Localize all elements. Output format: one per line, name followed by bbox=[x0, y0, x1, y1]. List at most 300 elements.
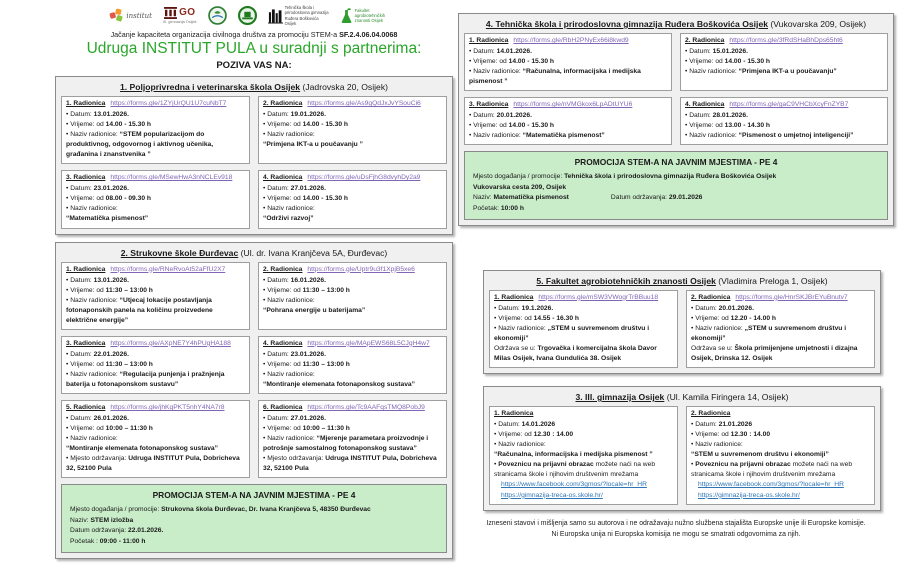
field-label: Vrijeme: od bbox=[689, 122, 723, 130]
workshop-label: 4. Radionica bbox=[685, 101, 725, 109]
field-value: 14.00 - 15.30 h bbox=[508, 58, 554, 66]
field-label: Naziv radionice: bbox=[267, 370, 315, 378]
field-label: Naziv radionice: bbox=[695, 441, 743, 449]
field-value: “Računalna, informacijska i medijska pismenost ” bbox=[494, 451, 653, 459]
field-value: Škola primijenjene umjetnosti i dizajna Osijek, Drinska 12. Osijek bbox=[691, 344, 858, 363]
workshop-card bbox=[61, 262, 250, 330]
promo-name-date-row bbox=[473, 193, 879, 204]
field-label: Održava se u: bbox=[494, 344, 536, 352]
towers-icon bbox=[268, 8, 283, 24]
field-label: Vrijeme: od bbox=[267, 286, 301, 294]
workshop-date-line bbox=[263, 350, 442, 360]
section-title: 3. III. gimnazija Osijek bbox=[575, 392, 665, 403]
field-label: Naziv radionice: bbox=[70, 205, 118, 213]
field-label: Vrijeme: od bbox=[695, 431, 729, 439]
field-value: “Montiranje elemenata fotonaponskog sustava” bbox=[66, 445, 218, 453]
eu-disclaimer bbox=[458, 519, 894, 540]
field-value: “STEM u suvremenom društvu i ekonomiji” bbox=[691, 451, 829, 459]
promo-name-line bbox=[70, 516, 438, 527]
go-logo-text: GO bbox=[179, 7, 196, 19]
field-value: 21.01.2026 bbox=[718, 421, 753, 429]
workshop-label: 1. Radionica bbox=[469, 37, 509, 44]
promo-date-line bbox=[70, 526, 438, 537]
workshop-label: 2. Radionica bbox=[691, 410, 731, 418]
field-value: 10:00 – 11:30 h bbox=[302, 425, 350, 433]
workshop-time-line bbox=[263, 194, 442, 204]
promo-place-line-2 bbox=[473, 183, 879, 194]
field-label: Datum: bbox=[695, 421, 717, 429]
workshop-venue-line bbox=[263, 454, 442, 474]
section-address: (Vukovarska 209, Osijek) bbox=[770, 19, 867, 29]
field-label: Vrijeme: od bbox=[267, 360, 301, 368]
field-value: “Matematička pismenost” bbox=[522, 132, 605, 140]
workshop-grid bbox=[489, 290, 875, 368]
promo-box-tehnicka bbox=[464, 151, 888, 219]
field-value: “Primjena IKT-a u poučavanju ” bbox=[263, 141, 363, 149]
field-value: 19.01.2026. bbox=[290, 111, 326, 119]
promo-box-durdevac bbox=[61, 484, 447, 552]
field-label: Vrijeme: od bbox=[70, 286, 104, 294]
field-value: 23.01.2026. bbox=[93, 185, 129, 193]
workshop-card bbox=[686, 290, 875, 368]
workshop-time-line bbox=[691, 314, 870, 324]
field-label: Naziv radionice: bbox=[498, 441, 546, 449]
field-value: 10:00 h bbox=[500, 205, 524, 213]
field-label: Vrijeme: od bbox=[498, 431, 532, 439]
workshop-form-link[interactable]: https://forms.gle/1ZYjUrQU1U7cuNbT7 bbox=[110, 100, 227, 107]
field-value: “STEM popularizacijom do produktivnog, odgovornog i aktivnog učenika, građanina i znanstvenika ” bbox=[66, 131, 214, 159]
field-label: Datum: bbox=[695, 304, 717, 312]
workshop-name-line bbox=[691, 440, 870, 460]
column-icon bbox=[164, 7, 177, 19]
field-value: 20.01.2026. bbox=[718, 304, 754, 312]
workshop-name-line bbox=[66, 434, 245, 454]
field-value: 22.01.2026. bbox=[128, 527, 164, 535]
promo-title: PROMOCIJA STEM-A NA JAVNIM MJESTIMA - PE 4 bbox=[574, 157, 778, 168]
project-text: Jačanje kapaciteta organizacija civilnoga društva za promociju STEM-a bbox=[110, 30, 338, 39]
promo-start-line bbox=[70, 537, 438, 548]
section-iii-gimnazija bbox=[483, 386, 881, 511]
workshop-time-line bbox=[263, 286, 442, 296]
workshop-name-line bbox=[263, 296, 442, 316]
partner-logos bbox=[55, 2, 453, 29]
workshop-time-line bbox=[66, 360, 245, 370]
workshop-time-line bbox=[691, 430, 870, 440]
field-value: 12.30 : 14.00 bbox=[730, 431, 771, 439]
workshop-card bbox=[61, 336, 250, 394]
workshop-name-line bbox=[469, 131, 667, 141]
workshop-date-line bbox=[494, 304, 673, 314]
workshop-card bbox=[680, 97, 888, 145]
disclaimer-line-1: Izneseni stavovi i mišljenja samo su autorova i ne odražavaju nužno službena stajališta Europske unije ili Europske komisije. bbox=[486, 520, 866, 528]
workshop-date-line bbox=[691, 304, 870, 314]
workshop-time-line bbox=[685, 121, 883, 131]
field-value: 11:30 – 13:00 h bbox=[302, 360, 350, 368]
field-value: Udruga INSTITUT Pula, Dobricheva 32, 52100 Pula bbox=[263, 455, 437, 473]
workshop-name-line bbox=[263, 370, 442, 390]
field-value: STEM izložba bbox=[90, 516, 134, 524]
workshop-card bbox=[258, 96, 447, 164]
project-line bbox=[55, 30, 453, 39]
field-label: Mjesto događanja / promocije: bbox=[473, 172, 563, 180]
field-label: Poveznicu na prijavni obrazac bbox=[695, 461, 791, 469]
school-website-link[interactable]: https://gimnazija-treca-os.skole.hr/ bbox=[501, 491, 603, 499]
field-value: Trgovačka i komercijalna škola Davor Milas Osijek, Ivana Gundulića 38. Osijek bbox=[494, 344, 657, 363]
workshop-time-line bbox=[469, 121, 667, 131]
field-value: 26.01.2026. bbox=[93, 415, 129, 423]
field-label: Datum: bbox=[473, 112, 495, 120]
workshop-card bbox=[686, 406, 875, 505]
field-value: 14.00 - 15.30 h bbox=[105, 121, 151, 129]
field-label: Naziv radionice: bbox=[473, 132, 521, 140]
workshop-label: 5. Radionica bbox=[66, 404, 106, 412]
workshop-time-line bbox=[263, 360, 442, 370]
workshop-card bbox=[61, 170, 250, 228]
field-label: Poveznicu na prijavni obrazac bbox=[498, 461, 594, 469]
field-value: 20.01.2026. bbox=[496, 112, 532, 120]
section-header bbox=[61, 248, 447, 258]
workshop-form-link[interactable]: https://forms.gle/Tc9AAFqsTMQ8PobJ9 bbox=[307, 404, 425, 412]
workshop-grid bbox=[489, 406, 875, 505]
promo-date-line bbox=[611, 193, 702, 204]
tehnicka-logo-caption: Tehnička škola i prirodoslovna gimnazija Ruđera Boškovića Osijek bbox=[284, 5, 329, 26]
section-address: (Ul. dr. Ivana Kranjčeva 5A, Đurđevac) bbox=[240, 247, 388, 258]
field-value: 14.00 - 15.30 h bbox=[302, 195, 348, 203]
workshop-time-line bbox=[494, 430, 673, 440]
section-address: (Ul. Kamila Firingera 14, Osijek) bbox=[666, 392, 789, 403]
field-label: Naziv radionice: bbox=[473, 68, 521, 76]
field-label: Vrijeme: od bbox=[689, 58, 723, 66]
field-label: Naziv radionice: bbox=[70, 435, 118, 443]
workshop-venue-line bbox=[66, 454, 245, 474]
promo-title: PROMOCIJA STEM-A NA JAVNIM MJESTIMA - PE 4 bbox=[152, 490, 356, 501]
field-value: 14.00 - 15.30 h bbox=[302, 121, 348, 129]
iii-logo-caption: III. gimnazija Osijek bbox=[162, 19, 197, 25]
field-value: Strukovna škola Đurđevac, Dr. Ivana Kranjčeva 5, 48350 Đurđevac bbox=[161, 505, 371, 513]
workshop-form-link[interactable]: https://forms.gle/AXpNE7Y4hPUgHA188 bbox=[110, 339, 231, 347]
field-label: Vrijeme: od bbox=[498, 314, 532, 322]
field-label: Datum: bbox=[70, 350, 92, 358]
field-label: Mjesto održavanja: bbox=[267, 455, 324, 463]
section-header bbox=[61, 82, 447, 92]
section-tehnicka-skola bbox=[458, 13, 894, 226]
workshop-grid bbox=[61, 262, 447, 479]
field-label: Naziv radionice: bbox=[689, 68, 737, 76]
workshop-date-line bbox=[263, 110, 442, 120]
workshop-label: 6. Radionica bbox=[263, 404, 303, 412]
field-value: 11:30 – 13:00 h bbox=[105, 360, 153, 368]
workshop-grid bbox=[61, 96, 447, 229]
section-title: 4. Tehnička škola i prirodoslovna gimnazija Ruđera Boškovića Osijek bbox=[485, 19, 769, 29]
workshop-form-link[interactable]: https://forms.gle/jhKgPKT5nhY4NA7r8 bbox=[110, 404, 225, 412]
field-label: Naziv radionice: bbox=[498, 324, 546, 332]
field-value: „STEM u suvremenom društvu i ekonomiji” bbox=[494, 324, 650, 342]
right-column bbox=[458, 13, 894, 540]
workshop-card bbox=[258, 400, 447, 478]
workshop-name-line bbox=[685, 131, 883, 141]
field-label: Vrijeme: od bbox=[70, 360, 104, 368]
field-label: Naziv: bbox=[70, 516, 89, 524]
workshop-date-line bbox=[66, 414, 245, 424]
field-value: 16.01.2026. bbox=[290, 276, 326, 284]
workshop-name-line bbox=[263, 130, 442, 150]
field-value: 15.01.2026. bbox=[712, 48, 748, 56]
fakultet-agro-logo bbox=[340, 8, 399, 24]
field-label: Vrijeme: od bbox=[70, 425, 104, 433]
workshop-card bbox=[61, 400, 250, 478]
workshop-time-line bbox=[469, 57, 667, 67]
field-value: “Održivi razvoj” bbox=[263, 215, 314, 223]
section-poljoprivredna-skola bbox=[55, 76, 453, 235]
field-value: “Utjecaj lokacije postavljanja fotonaponskih panela na količinu proizvedene električne energije” bbox=[66, 296, 213, 324]
field-value: 14.00 - 15.30 h bbox=[508, 122, 554, 130]
school-website-link[interactable]: https://gimnazija-treca-os.skole.hr/ bbox=[698, 491, 800, 499]
field-value: 23.01.2026. bbox=[290, 350, 326, 358]
flask-icon bbox=[340, 8, 353, 24]
field-value: “Matematička pismenost” bbox=[66, 215, 149, 223]
workshop-venue-line bbox=[691, 344, 870, 364]
field-value: 12.30 : 14.00 bbox=[533, 431, 574, 439]
workshop-label: 1. Radionica bbox=[494, 293, 534, 301]
field-label: Vrijeme: od bbox=[70, 195, 104, 203]
workshop-card bbox=[61, 96, 250, 164]
workshop-card bbox=[464, 33, 672, 91]
field-label: Početak: bbox=[473, 205, 500, 213]
field-value: Matematička pismenost bbox=[493, 194, 569, 202]
field-label: Naziv radionice: bbox=[70, 296, 118, 304]
workshop-name-line bbox=[66, 296, 245, 326]
field-label: Datum: bbox=[498, 421, 520, 429]
workshop-card bbox=[489, 406, 678, 505]
workshop-name-line bbox=[494, 324, 673, 344]
promo-place-line bbox=[70, 505, 438, 516]
promo-start-line bbox=[473, 204, 879, 215]
workshop-form-link[interactable]: https://forms.gle/gaC9VHCbXcyFnZYB7 bbox=[729, 101, 849, 109]
workshop-label: 1. Radionica bbox=[66, 100, 106, 107]
field-value: možete naći na web stranicama škole i njihovim društvenim mrežama bbox=[691, 461, 853, 479]
workshop-venue-line bbox=[494, 344, 673, 364]
field-label: Naziv radionice: bbox=[267, 205, 315, 213]
field-label: Naziv radionice: bbox=[267, 296, 315, 304]
workshop-label: 2. Radionica bbox=[263, 265, 303, 273]
section-address: (Vladimira Preloga 1, Osijek) bbox=[718, 275, 828, 286]
workshop-date-line bbox=[494, 420, 673, 430]
field-value: 10:00 – 11:30 h bbox=[105, 425, 153, 433]
workshop-form-link[interactable]: https://forms.gle/RNeRvoAt52aFfU2X7 bbox=[110, 265, 226, 273]
workshop-form-link[interactable]: https://forms.gle/HnrSKJBrEYuBnutv7 bbox=[735, 293, 848, 301]
workshop-date-line bbox=[263, 414, 442, 424]
field-value: 14.01.2026. bbox=[496, 48, 532, 56]
field-label: Datum: bbox=[473, 48, 495, 56]
field-label: Datum održavanja: bbox=[610, 194, 668, 202]
workshop-label: 1. Radionica bbox=[66, 265, 106, 273]
field-value: 08.00 - 09.30 h bbox=[105, 195, 151, 203]
field-value: 29.01.2026 bbox=[668, 194, 703, 202]
field-label: Naziv radionice: bbox=[695, 324, 743, 332]
workshop-form-link[interactable]: https://forms.gle/Uptr9u3f1XpjB5xe6 bbox=[307, 265, 415, 273]
institut-logo-text: institut bbox=[126, 11, 152, 20]
workshop-label: 2. Radionica bbox=[263, 100, 303, 107]
field-label: Datum: bbox=[689, 112, 711, 120]
tehnicka-skola-logo bbox=[268, 5, 329, 26]
field-value: 27.01.2026. bbox=[290, 415, 326, 423]
field-label: Početak : bbox=[70, 537, 98, 545]
workshop-form-link[interactable]: https://forms.gle/As9gQdJxJvYSouCi6 bbox=[307, 100, 421, 107]
field-label: Datum: bbox=[70, 111, 92, 119]
field-label: Mjesto održavanja: bbox=[70, 455, 127, 463]
workshop-date-line bbox=[66, 110, 245, 120]
field-label: Datum: bbox=[689, 48, 711, 56]
field-value: 11:30 – 13:00 h bbox=[302, 286, 350, 294]
workshop-name-line bbox=[691, 324, 870, 344]
workshop-time-line bbox=[66, 286, 245, 296]
field-label: Vrijeme: od bbox=[267, 121, 301, 129]
field-value: “Pohrana energije u baterijama” bbox=[263, 306, 366, 314]
workshop-date-line bbox=[685, 111, 883, 121]
promo-place-line bbox=[473, 172, 879, 183]
workshop-form-link[interactable]: https://forms.gle/MSewHwA3nNCLEv918 bbox=[110, 174, 233, 182]
workshop-card bbox=[258, 336, 447, 394]
puzzle-icon bbox=[109, 8, 124, 23]
field-value: 11:30 – 13:00 h bbox=[105, 286, 153, 294]
section-strukovna-skola-durdevac bbox=[55, 242, 453, 559]
facebook-link[interactable]: https://www.facebook.com/3gmos/?locale=hr_HR bbox=[698, 481, 844, 489]
workshop-link-note bbox=[494, 460, 673, 480]
section-header bbox=[489, 276, 875, 286]
left-column bbox=[55, 2, 453, 566]
section-header bbox=[464, 19, 888, 29]
workshop-label: 2. Radionica bbox=[685, 37, 725, 44]
workshop-link-note bbox=[691, 460, 870, 480]
field-value: Udruga INSTITUT Pula, Dobricheva 32, 52100 Pula bbox=[66, 455, 240, 473]
green-emblem-icon bbox=[208, 6, 227, 25]
field-label: Naziv radionice: bbox=[267, 435, 315, 443]
section-header bbox=[489, 392, 875, 402]
field-label: Datum: bbox=[267, 276, 289, 284]
field-label: Datum: bbox=[70, 276, 92, 284]
workshop-grid bbox=[464, 33, 888, 145]
field-value: 27.01.2026. bbox=[290, 185, 326, 193]
field-label: Vrijeme: od bbox=[473, 122, 507, 130]
field-value: 13.01.2026. bbox=[93, 276, 129, 284]
field-label: Datum: bbox=[267, 415, 289, 423]
field-label: Vrijeme: od bbox=[695, 314, 729, 322]
field-value: Tehnička škola i prirodoslovna gimnazija Ruđera Boškovića Osijek bbox=[564, 172, 777, 180]
field-value: možete naći na web stranicama škole i njihovim društvenim mrežama bbox=[494, 461, 656, 479]
workshop-form-link[interactable]: https://forms.gle/mSW3VWogrTrBBuu18 bbox=[538, 293, 659, 301]
field-label: Vrijeme: od bbox=[267, 425, 301, 433]
workshop-card bbox=[258, 262, 447, 330]
workshop-label: 2. Radionica bbox=[691, 293, 731, 301]
facebook-link[interactable]: https://www.facebook.com/3gmos/?locale=hr_HR bbox=[501, 481, 647, 489]
field-value: “Mjerenje parametara proizvodnje i potrošnje samostalnog fotonaponskog sustava” bbox=[263, 435, 429, 453]
field-value: 19.1.2026. bbox=[521, 304, 554, 312]
section-fakultet-agro bbox=[483, 270, 881, 374]
project-code: SF.2.4.06.04.0068 bbox=[339, 30, 398, 39]
workshop-card bbox=[464, 97, 672, 145]
workshop-name-line bbox=[66, 130, 245, 160]
workshop-date-line bbox=[263, 276, 442, 286]
workshop-date-line bbox=[469, 111, 667, 121]
field-value: 13.00 - 14.30 h bbox=[724, 122, 770, 130]
workshop-form-link[interactable]: https://forms.gle/3fRdSHaBhDps65ht6 bbox=[729, 37, 843, 44]
workshop-name-line bbox=[263, 204, 442, 224]
field-label: Datum: bbox=[267, 111, 289, 119]
field-value: 12.20 - 14.00 h bbox=[730, 314, 776, 322]
workshop-name-line bbox=[66, 370, 245, 390]
workshop-form-link[interactable]: https://forms.gle/RbH2PNyEx66i8kwd9 bbox=[513, 37, 629, 44]
workshop-time-line bbox=[66, 424, 245, 434]
workshop-label: 3. Radionica bbox=[66, 339, 106, 347]
workshop-label: 3. Radionica bbox=[66, 174, 106, 182]
field-value: 28.01.2026. bbox=[712, 112, 748, 120]
workshop-name-line bbox=[685, 67, 883, 77]
workshop-date-line bbox=[66, 350, 245, 360]
workshop-label: 1. Radionica bbox=[494, 410, 534, 418]
workshop-name-line bbox=[469, 67, 667, 87]
field-label: Naziv radionice: bbox=[70, 370, 118, 378]
field-value: “Primjena IKT-a u poučavanju” bbox=[738, 68, 837, 76]
durdevac-school-emblem-icon bbox=[238, 6, 257, 25]
section-title: 2. Strukovne škole Đurđevac bbox=[120, 247, 239, 258]
field-value: „STEM u suvremenom društvu i ekonomiji” bbox=[691, 324, 847, 342]
field-label: Naziv radionice: bbox=[689, 132, 737, 140]
workshop-card bbox=[258, 170, 447, 228]
workshop-time-line bbox=[66, 194, 245, 204]
field-value: 14.01.2026 bbox=[521, 421, 556, 429]
field-value: Vukovarska cesta 209, Osijek bbox=[473, 183, 567, 191]
workshop-time-line bbox=[494, 314, 673, 324]
field-label: Vrijeme: od bbox=[70, 121, 104, 129]
iii-gimnazija-osijek-logo bbox=[163, 7, 197, 24]
workshop-date-line bbox=[691, 420, 870, 430]
section-title: 1. Poljoprivredna i veterinarska škola Osijek bbox=[120, 82, 301, 92]
workshop-card bbox=[489, 290, 678, 368]
workshop-card bbox=[680, 33, 888, 91]
field-label: Datum održavanja: bbox=[70, 527, 127, 535]
workshop-name-line bbox=[494, 440, 673, 460]
field-value: “Regulacija punjenja i pražnjenja baterija u fotonaponskom sustavu” bbox=[66, 370, 225, 388]
field-value: “Montiranje elemenata fotonaponskog sustava” bbox=[263, 380, 415, 388]
field-label: Datum: bbox=[267, 185, 289, 193]
field-value: “Računalna, informacijska i medijska pismenost ” bbox=[469, 68, 641, 86]
field-label: Mjesto događanja / promocije: bbox=[70, 505, 160, 513]
workshop-name-line bbox=[263, 434, 442, 454]
page-title: Udruga INSTITUT PULA u suradnji s partnerima: bbox=[86, 40, 422, 57]
workshop-date-line bbox=[66, 184, 245, 194]
field-label: Datum: bbox=[267, 350, 289, 358]
field-label: Naziv radionice: bbox=[267, 131, 315, 139]
field-value: 14.55 - 16.30 h bbox=[533, 314, 579, 322]
workshop-date-line bbox=[263, 184, 442, 194]
workshop-time-line bbox=[66, 120, 245, 130]
fakultet-logo-caption: Fakultet agrobiotehničkih znanosti Osijek bbox=[354, 7, 386, 24]
field-label: Datum: bbox=[70, 415, 92, 423]
workshop-form-link[interactable]: https://forms.gle/nVMGkox6LpADtUYU6 bbox=[513, 101, 633, 109]
workshop-name-line bbox=[66, 204, 245, 224]
workshop-form-link[interactable]: https://forms.gle/MApEWS68L5CJgH4w7 bbox=[307, 339, 430, 347]
field-value: “Pismenost o umjetnoj inteligenciji” bbox=[738, 132, 854, 140]
workshop-time-line bbox=[263, 120, 442, 130]
field-value: 22.01.2026. bbox=[93, 350, 129, 358]
field-label: Vrijeme: od bbox=[267, 195, 301, 203]
field-value: 14.00 - 15.30 h bbox=[724, 58, 770, 66]
field-label: Datum: bbox=[70, 185, 92, 193]
field-label: Datum: bbox=[498, 304, 520, 312]
section-address: (Jadrovska 20, Osijek) bbox=[302, 82, 388, 92]
workshop-form-link[interactable]: https://forms.gle/uDsFjhG8dvyhDy2a9 bbox=[307, 174, 421, 182]
workshop-label: 4. Radionica bbox=[263, 339, 303, 347]
